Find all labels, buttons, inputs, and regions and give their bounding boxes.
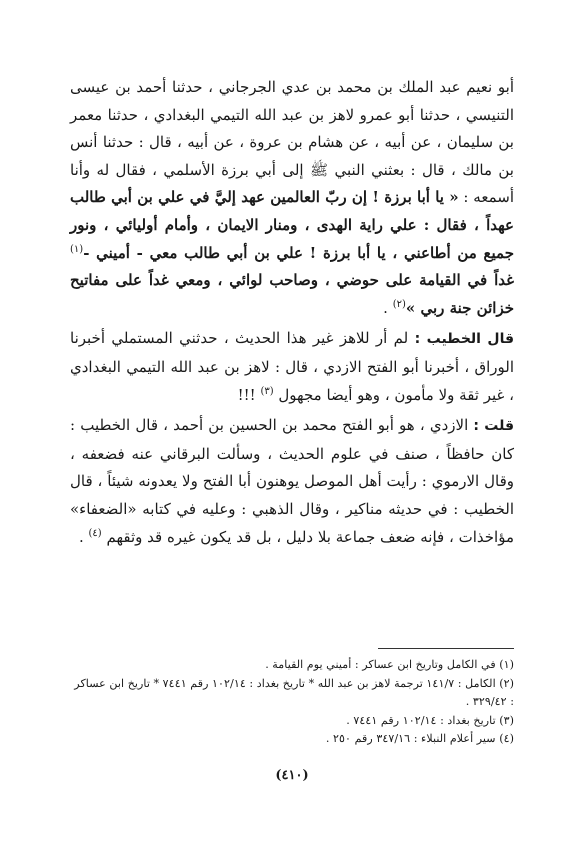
paragraph-text: الازدي ، هو أبو الفتح محمد بن الحسين بن أحمد ، قال الخطيب : كان حافظاً ، صنف في علوم الحديث ، وسألت البرقاني عنه فضعفه ، وقال الارموي : رأيت أهل الموصل يوهنون أبا الفتح ولا يعدونه شيئاً ، قال الخطيب : في حديثه مناكير ، وقال الذهبي : وعليه في كتابه «الضعفاء» مؤاخذات ، فإنه ضعف جماعة بلا دليل ، بل قد يكون غيره قد وثقهم <box>70 416 514 546</box>
footnote-ref-1[interactable]: (١) <box>70 243 84 255</box>
paragraph-end: !!! <box>237 385 261 404</box>
footnote-ref-4[interactable]: (٤) <box>88 527 102 539</box>
footnotes-section <box>70 656 514 749</box>
paragraph-hadith-chain <box>70 74 514 322</box>
footnote-2: (٢) الكامل : ١٤١/٧ ترجمة لاهز بن عبد الله * تاريخ بغداد : ١٠٢/١٤ رقم ٧٤٤١ * تاريخ ابن عساكر : ٣٢٩/٤٢ . <box>74 676 514 709</box>
paragraph-end: . <box>78 527 89 546</box>
footnote-3: (٣) تاريخ بغداد : ١٠٢/١٤ رقم ٧٤٤١ . <box>346 713 514 727</box>
page-number: (٤١٠) <box>275 768 309 783</box>
paragraph-lead-al-khatib: قال الخطيب : <box>414 331 514 348</box>
paragraph-author-note <box>70 412 514 551</box>
hadith-quote: « يا أبا برزة ! إن ربّ العالمين عهد إليَّ في علي بن أبي طالب عهداً ، فقال : علي راية الهدى ، ومنار الايمان ، وأمام أوليائي ، ونور جميع من أطاعني ، يا أبا برزة ! علي بن أبي طالب معي - أميني - <box>70 188 514 262</box>
main-text <box>70 74 514 551</box>
footnote-4: (٤) سير أعلام النبلاء : ٣٤٧/١٦ رقم ٢٥٠ . <box>325 732 514 746</box>
paragraph-end: . <box>383 298 393 317</box>
paragraph-text: لم أر للاهز غير هذا الحديث ، حدثني المستملي أخبرنا الوراق ، أخبرنا أبو الفتح الازدي ، قال : لاهز بن عبد الله التيمي البغدادي ، غير ثقة ولا مأمون ، وهو أيضا مجهول <box>70 329 514 404</box>
footnote-divider <box>378 648 514 649</box>
hadith-quote-continued: غداً في القيامة على حوضي ، وصاحب لوائي ، ومعي غداً على مفاتيح خزائن جنة ربي » <box>70 271 514 317</box>
paragraph-lead-qultu: قلت : <box>473 418 514 435</box>
footnote-ref-3[interactable]: (٣) <box>260 385 274 397</box>
footnote-1: (١) في الكامل وتاريخ ابن عساكر : أميني يوم القيامة . <box>265 658 514 671</box>
isnad-text: أبو نعيم عبد الملك بن محمد بن عدي الجرجاني ، حدثنا أحمد بن عيسى التنيسي ، حدثنا أبو عمرو لاهز بن عبد الله التيمي البغدادي ، حدثنا معمر بن سليمان ، عن أبيه ، عن هشام بن عروة ، عن أبيه ، قال : حدثنا أنس بن مالك ، قال : بعثني النبي ﷺ إلى أبي برزة الأسلمي ، فقال له وأنا أسمعه : <box>70 78 514 207</box>
footnote-ref-2[interactable]: (٢) <box>392 298 406 310</box>
paragraph-al-khatib <box>70 325 514 409</box>
